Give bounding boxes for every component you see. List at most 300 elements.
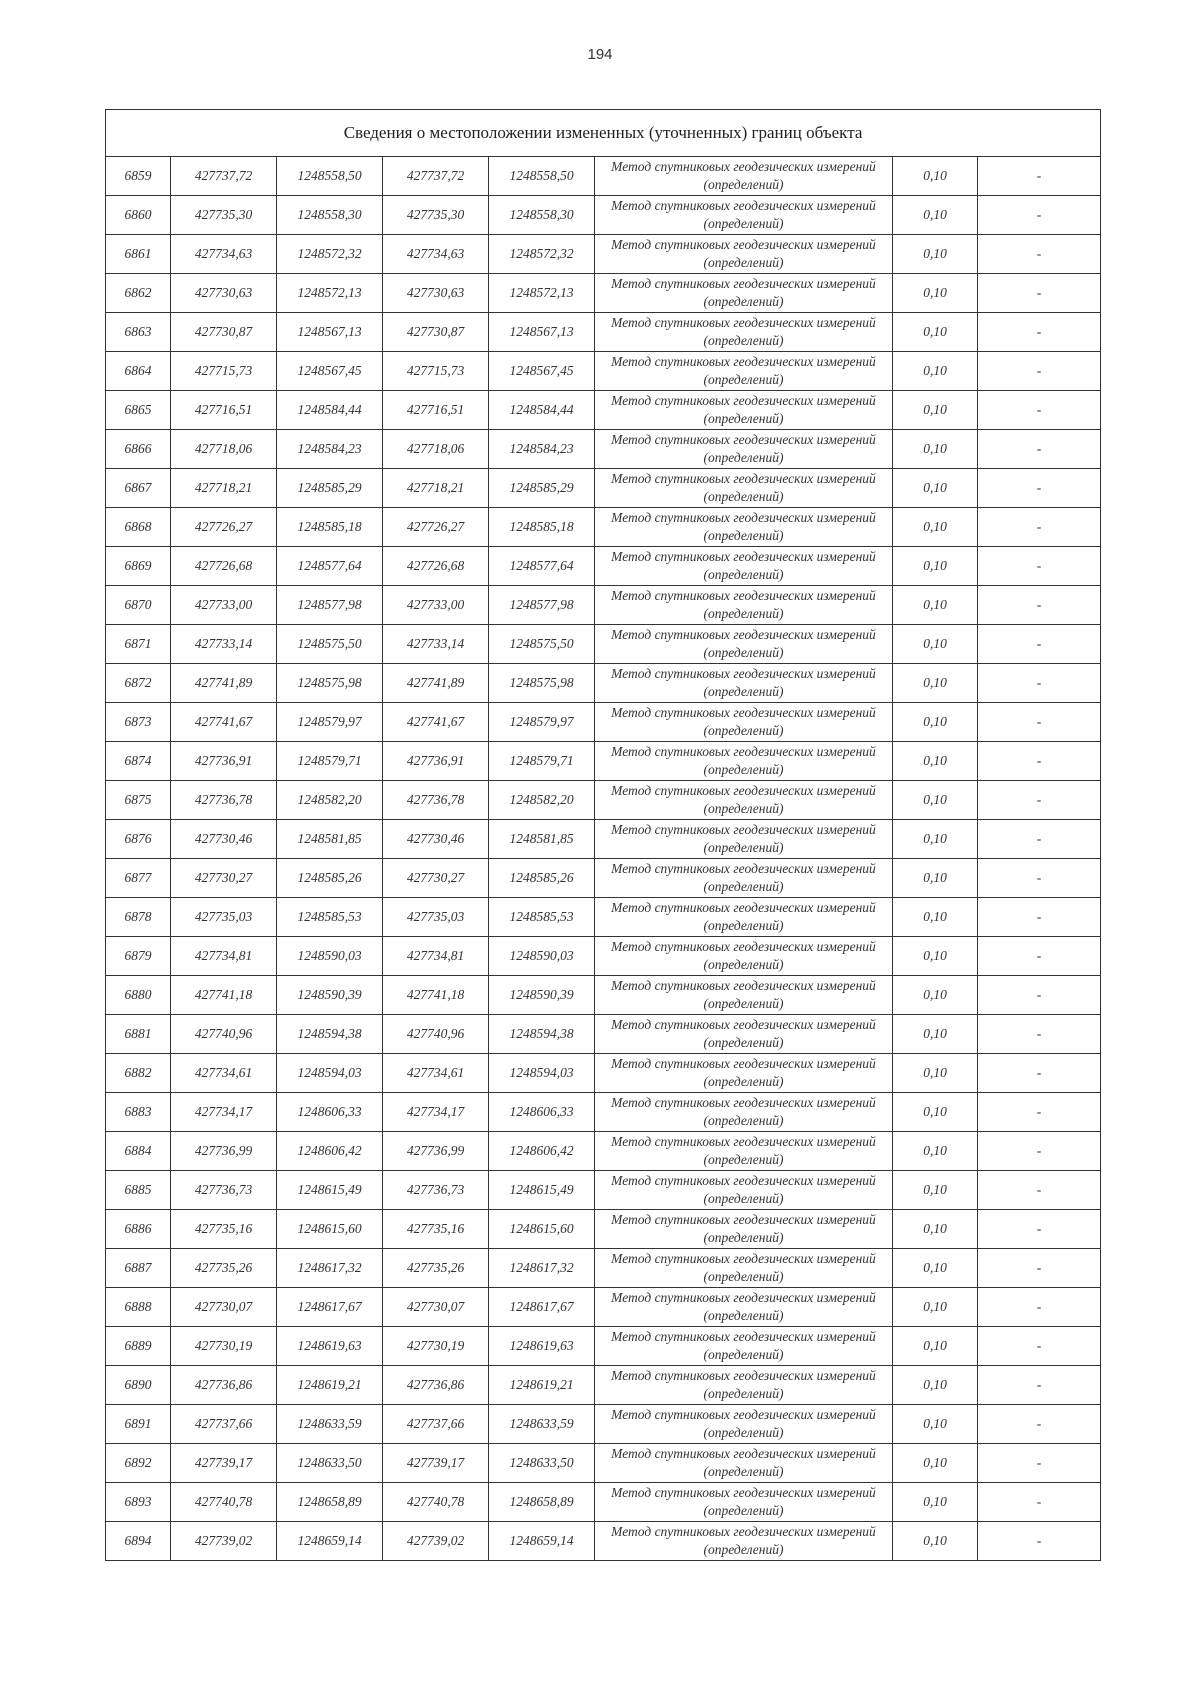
accuracy-cell: 0,10 [893,703,978,742]
table-row [106,1249,1101,1288]
new-x-cell: 427739,17 [383,1444,489,1483]
new-y-cell: 1248585,53 [489,898,595,937]
table-row [106,1483,1101,1522]
new-x-cell: 427718,06 [383,430,489,469]
description-cell: - [978,1249,1101,1288]
new-y-cell: 1248579,97 [489,703,595,742]
old-y-cell: 1248582,20 [277,781,383,820]
description-cell: - [978,1015,1101,1054]
point-number-cell: 6877 [106,859,171,898]
method-cell: Метод спутниковых геодезических измерений (определений) [595,235,893,274]
method-cell: Метод спутниковых геодезических измерений (определений) [595,742,893,781]
new-y-cell: 1248659,14 [489,1522,595,1561]
accuracy-cell: 0,10 [893,352,978,391]
table-row [106,664,1101,703]
method-cell: Метод спутниковых геодезических измерений (определений) [595,157,893,196]
description-cell: - [978,976,1101,1015]
point-number-cell: 6862 [106,274,171,313]
table-row [106,586,1101,625]
old-x-cell: 427739,17 [171,1444,277,1483]
new-y-cell: 1248585,18 [489,508,595,547]
point-number-cell: 6859 [106,157,171,196]
description-cell: - [978,352,1101,391]
old-x-cell: 427741,67 [171,703,277,742]
table-row [106,703,1101,742]
description-cell: - [978,820,1101,859]
method-cell: Метод спутниковых геодезических измерений (определений) [595,820,893,859]
accuracy-cell: 0,10 [893,664,978,703]
old-y-cell: 1248594,38 [277,1015,383,1054]
new-x-cell: 427739,02 [383,1522,489,1561]
point-number-cell: 6867 [106,469,171,508]
point-number-cell: 6878 [106,898,171,937]
point-number-cell: 6885 [106,1171,171,1210]
table-row [106,547,1101,586]
accuracy-cell: 0,10 [893,1522,978,1561]
method-cell: Метод спутниковых геодезических измерений (определений) [595,313,893,352]
new-y-cell: 1248575,50 [489,625,595,664]
method-cell: Метод спутниковых геодезических измерений (определений) [595,1015,893,1054]
description-cell: - [978,274,1101,313]
point-number-cell: 6866 [106,430,171,469]
new-x-cell: 427734,63 [383,235,489,274]
new-y-cell: 1248584,23 [489,430,595,469]
old-y-cell: 1248606,42 [277,1132,383,1171]
point-number-cell: 6860 [106,196,171,235]
old-x-cell: 427735,26 [171,1249,277,1288]
new-y-cell: 1248633,50 [489,1444,595,1483]
accuracy-cell: 0,10 [893,1210,978,1249]
old-y-cell: 1248579,71 [277,742,383,781]
accuracy-cell: 0,10 [893,235,978,274]
new-x-cell: 427736,99 [383,1132,489,1171]
description-cell: - [978,937,1101,976]
point-number-cell: 6869 [106,547,171,586]
accuracy-cell: 0,10 [893,859,978,898]
new-y-cell: 1248617,67 [489,1288,595,1327]
old-y-cell: 1248659,14 [277,1522,383,1561]
method-cell: Метод спутниковых геодезических измерений (определений) [595,1054,893,1093]
new-y-cell: 1248606,42 [489,1132,595,1171]
description-cell: - [978,1366,1101,1405]
point-number-cell: 6863 [106,313,171,352]
new-x-cell: 427734,61 [383,1054,489,1093]
table-row [106,625,1101,664]
description-cell: - [978,430,1101,469]
accuracy-cell: 0,10 [893,430,978,469]
method-cell: Метод спутниковых геодезических измерений (определений) [595,196,893,235]
new-x-cell: 427741,89 [383,664,489,703]
description-cell: - [978,1483,1101,1522]
new-x-cell: 427735,16 [383,1210,489,1249]
old-x-cell: 427737,66 [171,1405,277,1444]
new-y-cell: 1248558,50 [489,157,595,196]
old-x-cell: 427736,86 [171,1366,277,1405]
new-y-cell: 1248584,44 [489,391,595,430]
table-row [106,1405,1101,1444]
old-x-cell: 427736,78 [171,781,277,820]
table-row [106,1288,1101,1327]
point-number-cell: 6872 [106,664,171,703]
method-cell: Метод спутниковых геодезических измерений (определений) [595,664,893,703]
table-row [106,976,1101,1015]
description-cell: - [978,196,1101,235]
old-y-cell: 1248606,33 [277,1093,383,1132]
method-cell: Метод спутниковых геодезических измерений (определений) [595,1405,893,1444]
new-x-cell: 427718,21 [383,469,489,508]
description-cell: - [978,859,1101,898]
accuracy-cell: 0,10 [893,313,978,352]
new-y-cell: 1248606,33 [489,1093,595,1132]
method-cell: Метод спутниковых геодезических измерений (определений) [595,859,893,898]
point-number-cell: 6886 [106,1210,171,1249]
point-number-cell: 6887 [106,1249,171,1288]
new-x-cell: 427730,19 [383,1327,489,1366]
accuracy-cell: 0,10 [893,898,978,937]
table-row [106,430,1101,469]
description-cell: - [978,1522,1101,1561]
old-y-cell: 1248577,98 [277,586,383,625]
new-x-cell: 427736,78 [383,781,489,820]
new-x-cell: 427733,00 [383,586,489,625]
method-cell: Метод спутниковых геодезических измерений (определений) [595,1171,893,1210]
table-row [106,820,1101,859]
table-row [106,196,1101,235]
accuracy-cell: 0,10 [893,196,978,235]
new-x-cell: 427716,51 [383,391,489,430]
table-row [106,781,1101,820]
old-y-cell: 1248617,67 [277,1288,383,1327]
old-x-cell: 427730,87 [171,313,277,352]
old-y-cell: 1248658,89 [277,1483,383,1522]
new-y-cell: 1248558,30 [489,196,595,235]
new-x-cell: 427736,73 [383,1171,489,1210]
new-y-cell: 1248577,98 [489,586,595,625]
new-x-cell: 427730,87 [383,313,489,352]
new-y-cell: 1248585,26 [489,859,595,898]
description-cell: - [978,469,1101,508]
description-cell: - [978,1210,1101,1249]
method-cell: Метод спутниковых геодезических измерений (определений) [595,1288,893,1327]
old-x-cell: 427737,72 [171,157,277,196]
old-x-cell: 427736,91 [171,742,277,781]
accuracy-cell: 0,10 [893,469,978,508]
description-cell: - [978,703,1101,742]
table-row [106,352,1101,391]
old-x-cell: 427735,30 [171,196,277,235]
method-cell: Метод спутниковых геодезических измерений (определений) [595,703,893,742]
method-cell: Метод спутниковых геодезических измерений (определений) [595,625,893,664]
old-y-cell: 1248558,30 [277,196,383,235]
accuracy-cell: 0,10 [893,1015,978,1054]
old-x-cell: 427734,61 [171,1054,277,1093]
point-number-cell: 6865 [106,391,171,430]
table-row [106,1015,1101,1054]
table-row [106,742,1101,781]
new-y-cell: 1248633,59 [489,1405,595,1444]
method-cell: Метод спутниковых геодезических измерений (определений) [595,781,893,820]
old-y-cell: 1248575,50 [277,625,383,664]
method-cell: Метод спутниковых геодезических измерений (определений) [595,274,893,313]
table-row [106,1171,1101,1210]
table-title: Сведения о местоположении измененных (уточненных) границ объекта [106,110,1101,157]
method-cell: Метод спутниковых геодезических измерений (определений) [595,508,893,547]
new-y-cell: 1248590,03 [489,937,595,976]
point-number-cell: 6891 [106,1405,171,1444]
new-x-cell: 427734,81 [383,937,489,976]
description-cell: - [978,313,1101,352]
old-x-cell: 427718,21 [171,469,277,508]
accuracy-cell: 0,10 [893,1366,978,1405]
old-x-cell: 427730,27 [171,859,277,898]
description-cell: - [978,1132,1101,1171]
new-x-cell: 427730,46 [383,820,489,859]
accuracy-cell: 0,10 [893,625,978,664]
table-body [106,110,1101,1561]
new-x-cell: 427736,86 [383,1366,489,1405]
page-number: 194 [587,46,613,63]
new-y-cell: 1248615,60 [489,1210,595,1249]
point-number-cell: 6868 [106,508,171,547]
old-y-cell: 1248572,32 [277,235,383,274]
point-number-cell: 6871 [106,625,171,664]
new-y-cell: 1248567,45 [489,352,595,391]
method-cell: Метод спутниковых геодезических измерений (определений) [595,1444,893,1483]
old-y-cell: 1248615,60 [277,1210,383,1249]
old-y-cell: 1248615,49 [277,1171,383,1210]
new-y-cell: 1248590,39 [489,976,595,1015]
point-number-cell: 6889 [106,1327,171,1366]
table-row [106,898,1101,937]
old-y-cell: 1248633,50 [277,1444,383,1483]
description-cell: - [978,547,1101,586]
point-number-cell: 6893 [106,1483,171,1522]
method-cell: Метод спутниковых геодезических измерений (определений) [595,976,893,1015]
table-row [106,937,1101,976]
new-x-cell: 427736,91 [383,742,489,781]
accuracy-cell: 0,10 [893,976,978,1015]
accuracy-cell: 0,10 [893,820,978,859]
old-y-cell: 1248581,85 [277,820,383,859]
new-x-cell: 427740,78 [383,1483,489,1522]
new-x-cell: 427735,26 [383,1249,489,1288]
accuracy-cell: 0,10 [893,1093,978,1132]
accuracy-cell: 0,10 [893,1054,978,1093]
new-x-cell: 427734,17 [383,1093,489,1132]
old-y-cell: 1248575,98 [277,664,383,703]
accuracy-cell: 0,10 [893,1483,978,1522]
old-x-cell: 427730,46 [171,820,277,859]
old-x-cell: 427741,18 [171,976,277,1015]
point-number-cell: 6875 [106,781,171,820]
old-x-cell: 427733,14 [171,625,277,664]
old-x-cell: 427726,27 [171,508,277,547]
old-x-cell: 427733,00 [171,586,277,625]
accuracy-cell: 0,10 [893,1288,978,1327]
new-y-cell: 1248617,32 [489,1249,595,1288]
accuracy-cell: 0,10 [893,508,978,547]
description-cell: - [978,781,1101,820]
accuracy-cell: 0,10 [893,1249,978,1288]
old-x-cell: 427736,73 [171,1171,277,1210]
point-number-cell: 6892 [106,1444,171,1483]
point-number-cell: 6881 [106,1015,171,1054]
method-cell: Метод спутниковых геодезических измерений (определений) [595,1093,893,1132]
new-y-cell: 1248567,13 [489,313,595,352]
old-x-cell: 427740,78 [171,1483,277,1522]
new-y-cell: 1248572,32 [489,235,595,274]
old-y-cell: 1248633,59 [277,1405,383,1444]
new-x-cell: 427740,96 [383,1015,489,1054]
method-cell: Метод спутниковых геодезических измерений (определений) [595,391,893,430]
method-cell: Метод спутниковых геодезических измерений (определений) [595,1366,893,1405]
new-y-cell: 1248579,71 [489,742,595,781]
method-cell: Метод спутниковых геодезических измерений (определений) [595,586,893,625]
description-cell: - [978,235,1101,274]
old-y-cell: 1248567,13 [277,313,383,352]
table-row [106,235,1101,274]
point-number-cell: 6874 [106,742,171,781]
point-number-cell: 6864 [106,352,171,391]
accuracy-cell: 0,10 [893,1171,978,1210]
description-cell: - [978,625,1101,664]
point-number-cell: 6870 [106,586,171,625]
old-x-cell: 427739,02 [171,1522,277,1561]
method-cell: Метод спутниковых геодезических измерений (определений) [595,547,893,586]
accuracy-cell: 0,10 [893,742,978,781]
old-x-cell: 427741,89 [171,664,277,703]
description-cell: - [978,1093,1101,1132]
table-title-row [106,110,1101,157]
table-row [106,1444,1101,1483]
point-number-cell: 6876 [106,820,171,859]
method-cell: Метод спутниковых геодезических измерений (определений) [595,1132,893,1171]
method-cell: Метод спутниковых геодезических измерений (определений) [595,352,893,391]
old-x-cell: 427736,99 [171,1132,277,1171]
description-cell: - [978,1288,1101,1327]
new-x-cell: 427741,67 [383,703,489,742]
new-y-cell: 1248585,29 [489,469,595,508]
method-cell: Метод спутниковых геодезических измерений (определений) [595,469,893,508]
accuracy-cell: 0,10 [893,547,978,586]
new-y-cell: 1248619,63 [489,1327,595,1366]
old-x-cell: 427730,63 [171,274,277,313]
old-x-cell: 427734,63 [171,235,277,274]
old-y-cell: 1248585,18 [277,508,383,547]
description-cell: - [978,586,1101,625]
new-y-cell: 1248594,03 [489,1054,595,1093]
new-y-cell: 1248594,38 [489,1015,595,1054]
new-x-cell: 427741,18 [383,976,489,1015]
table-row [106,1093,1101,1132]
old-x-cell: 427730,19 [171,1327,277,1366]
point-number-cell: 6888 [106,1288,171,1327]
method-cell: Метод спутниковых геодезических измерений (определений) [595,898,893,937]
accuracy-cell: 0,10 [893,1405,978,1444]
new-x-cell: 427715,73 [383,352,489,391]
old-x-cell: 427718,06 [171,430,277,469]
table-row [106,1366,1101,1405]
point-number-cell: 6879 [106,937,171,976]
old-x-cell: 427734,81 [171,937,277,976]
description-cell: - [978,898,1101,937]
method-cell: Метод спутниковых геодезических измерений (определений) [595,1249,893,1288]
point-number-cell: 6882 [106,1054,171,1093]
old-y-cell: 1248584,23 [277,430,383,469]
new-y-cell: 1248582,20 [489,781,595,820]
new-x-cell: 427730,63 [383,274,489,313]
point-number-cell: 6883 [106,1093,171,1132]
old-x-cell: 427735,03 [171,898,277,937]
description-cell: - [978,664,1101,703]
point-number-cell: 6873 [106,703,171,742]
point-number-cell: 6861 [106,235,171,274]
old-y-cell: 1248584,44 [277,391,383,430]
description-cell: - [978,1405,1101,1444]
accuracy-cell: 0,10 [893,781,978,820]
old-y-cell: 1248577,64 [277,547,383,586]
accuracy-cell: 0,10 [893,937,978,976]
old-y-cell: 1248579,97 [277,703,383,742]
old-y-cell: 1248619,63 [277,1327,383,1366]
description-cell: - [978,1171,1101,1210]
table-row [106,1132,1101,1171]
old-y-cell: 1248572,13 [277,274,383,313]
old-y-cell: 1248585,53 [277,898,383,937]
boundary-coordinates-table [105,109,1101,1561]
old-y-cell: 1248590,03 [277,937,383,976]
old-y-cell: 1248594,03 [277,1054,383,1093]
table-row [106,157,1101,196]
old-y-cell: 1248585,26 [277,859,383,898]
point-number-cell: 6884 [106,1132,171,1171]
new-y-cell: 1248575,98 [489,664,595,703]
old-y-cell: 1248617,32 [277,1249,383,1288]
table-row [106,313,1101,352]
method-cell: Метод спутниковых геодезических измерений (определений) [595,1522,893,1561]
new-x-cell: 427726,68 [383,547,489,586]
old-x-cell: 427734,17 [171,1093,277,1132]
new-x-cell: 427737,66 [383,1405,489,1444]
new-x-cell: 427730,27 [383,859,489,898]
new-x-cell: 427735,03 [383,898,489,937]
new-y-cell: 1248615,49 [489,1171,595,1210]
description-cell: - [978,742,1101,781]
new-y-cell: 1248658,89 [489,1483,595,1522]
old-x-cell: 427730,07 [171,1288,277,1327]
point-number-cell: 6890 [106,1366,171,1405]
old-y-cell: 1248590,39 [277,976,383,1015]
accuracy-cell: 0,10 [893,1444,978,1483]
accuracy-cell: 0,10 [893,1327,978,1366]
old-y-cell: 1248558,50 [277,157,383,196]
accuracy-cell: 0,10 [893,157,978,196]
description-cell: - [978,157,1101,196]
method-cell: Метод спутниковых геодезических измерений (определений) [595,1327,893,1366]
accuracy-cell: 0,10 [893,1132,978,1171]
table-row [106,469,1101,508]
old-x-cell: 427715,73 [171,352,277,391]
description-cell: - [978,1327,1101,1366]
table-row [106,1210,1101,1249]
table-row [106,1054,1101,1093]
old-y-cell: 1248567,45 [277,352,383,391]
old-x-cell: 427726,68 [171,547,277,586]
new-x-cell: 427737,72 [383,157,489,196]
table-row [106,1327,1101,1366]
description-cell: - [978,508,1101,547]
new-x-cell: 427730,07 [383,1288,489,1327]
